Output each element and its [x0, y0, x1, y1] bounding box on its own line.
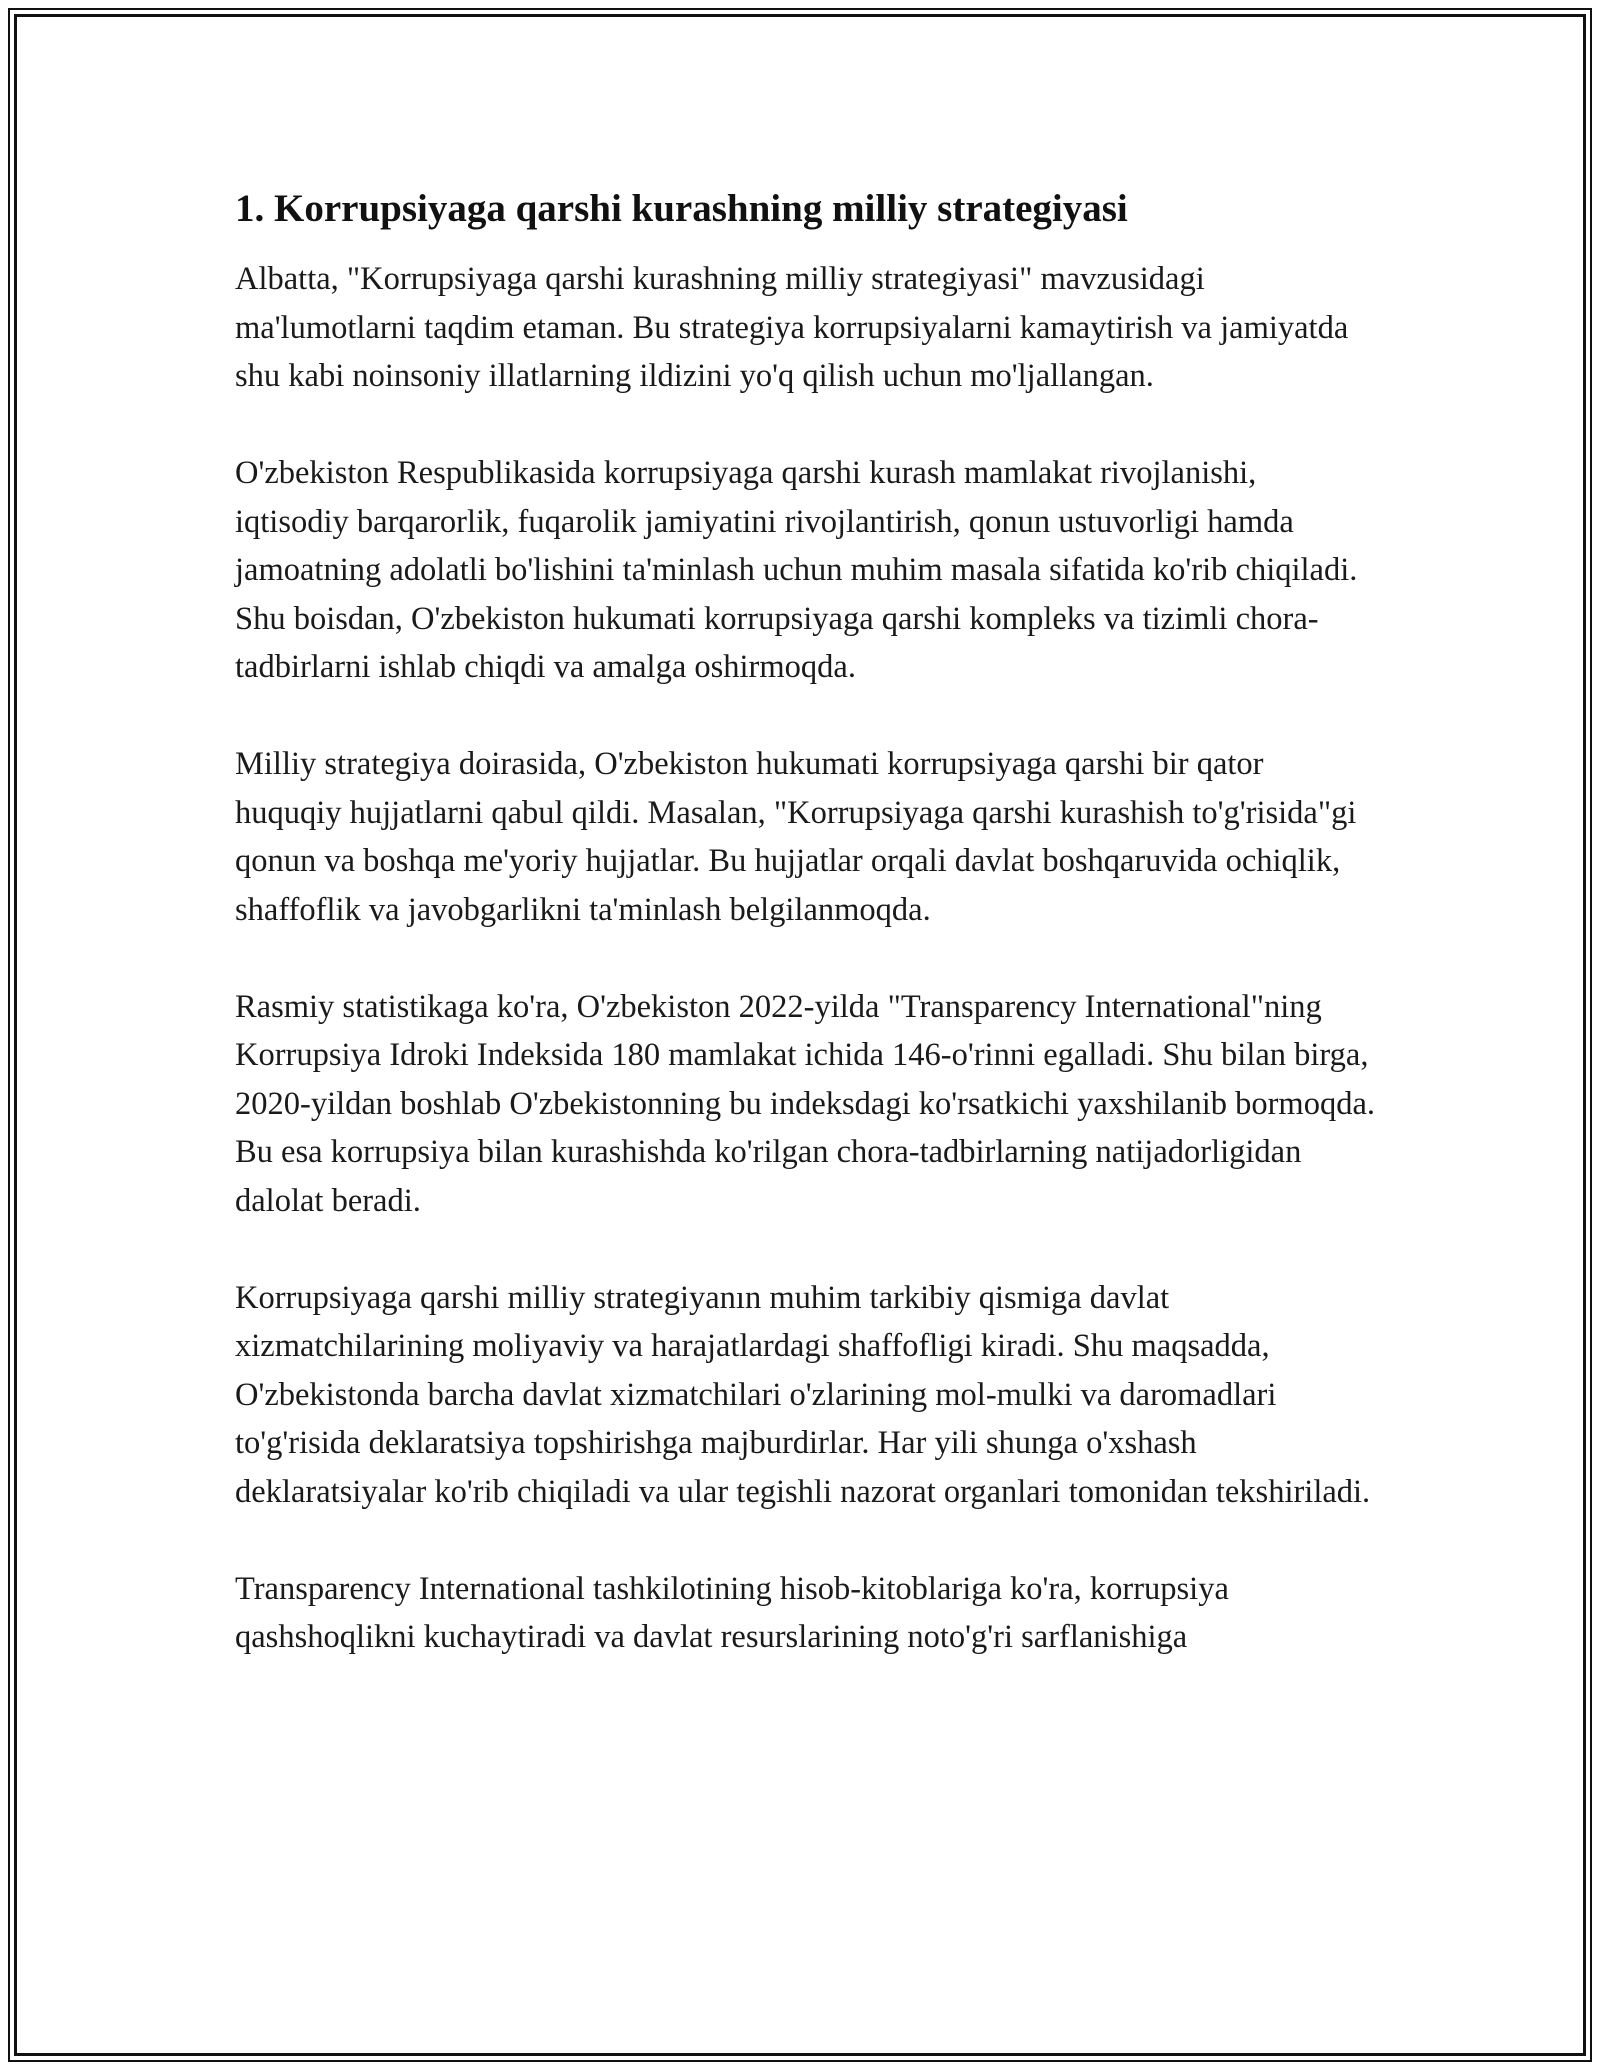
- document-body: [235, 185, 1375, 1662]
- paragraph-transparency-international: Transparency International tashkilotining hisob-kitoblariga ko'ra, korrupsiya qashshoqlikni kuchaytiradi va davlat resurslarining noto'g'ri sarflanishiga: [235, 1570, 1229, 1655]
- paragraph-declarations: Korrupsiyaga qarshi milliy strategiyanın muhim tarkibiy qismiga davlat xizmatchilarining moliyaviy va harajatlardagi shaffofligi kiradi. Shu maqsadda, O'zbekistonda barcha davlat xizmatchilari o'zlarining mol-mulki va daromadlari to'g'risida deklaratsiya topshirishga majburdirlar. Har yili shunga o'xshash deklaratsiyalar ko'rib chiqiladi va ular tegishli nazorat organlari tomonidan tekshiriladi.: [235, 1279, 1371, 1510]
- paragraph-legal-documents: Milliy strategiya doirasida, O'zbekiston hukumati korrupsiyaga qarshi bir qator huquqiy hujjatlarni qabul qildi. Masalan, "Korrupsiyaga qarshi kurashish to'g'risida"gi qonun va boshqa me'yoriy hujjatlar. Bu hujjatlar orqali davlat boshqaruvida ochiqlik, shaffoflik va javobgarlikni ta'minlash belgilanmoqda.: [235, 746, 1357, 928]
- paragraph-intro: Albatta, "Korrupsiyaga qarshi kurashning milliy strategiyasi" mavzusidagi ma'lumotlarni taqdim etaman. Bu strategiya korrupsiyalarni kamaytirish va jamiyatda shu kabi noinsoniy illatlarning ildizini yo'q qilish uchun mo'ljallangan.: [235, 261, 1349, 394]
- paragraph-statistics: Rasmiy statistikaga ko'ra, O'zbekiston 2022-yilda "Transparency International"ning Korrupsiya Idroki Indeksida 180 mamlakat ichida 146-o'rinni egalladi. Shu bilan birga, 2020-yildan boshlab O'zbekistonning bu indeksdagi ko'rsatkichi yaxshilanib bormoqda. Bu esa korrupsiya bilan kurashishda ko'rilgan chora-tadbirlarning natijadorligidan dalolat beradi.: [235, 988, 1376, 1219]
- section-heading: 1. Korrupsiyaga qarshi kurashning milliy strategiyasi: [235, 187, 1128, 230]
- paragraph-national-context: O'zbekiston Respublikasida korrupsiyaga qarshi kurash mamlakat rivojlanishi, iqtisodiy barqarorlik, fuqarolik jamiyatini rivojlantirish, qonun ustuvorligi hamda jamoatning adolatli bo'lishini ta'minlash uchun muhim masala sifatida ko'rib chiqiladi. Shu boisdan, O'zbekiston hukumati korrupsiyaga qarshi kompleks va tizimli chora-tadbirlarni ishlab chiqdi va amalga oshirmoqda.: [235, 455, 1358, 685]
